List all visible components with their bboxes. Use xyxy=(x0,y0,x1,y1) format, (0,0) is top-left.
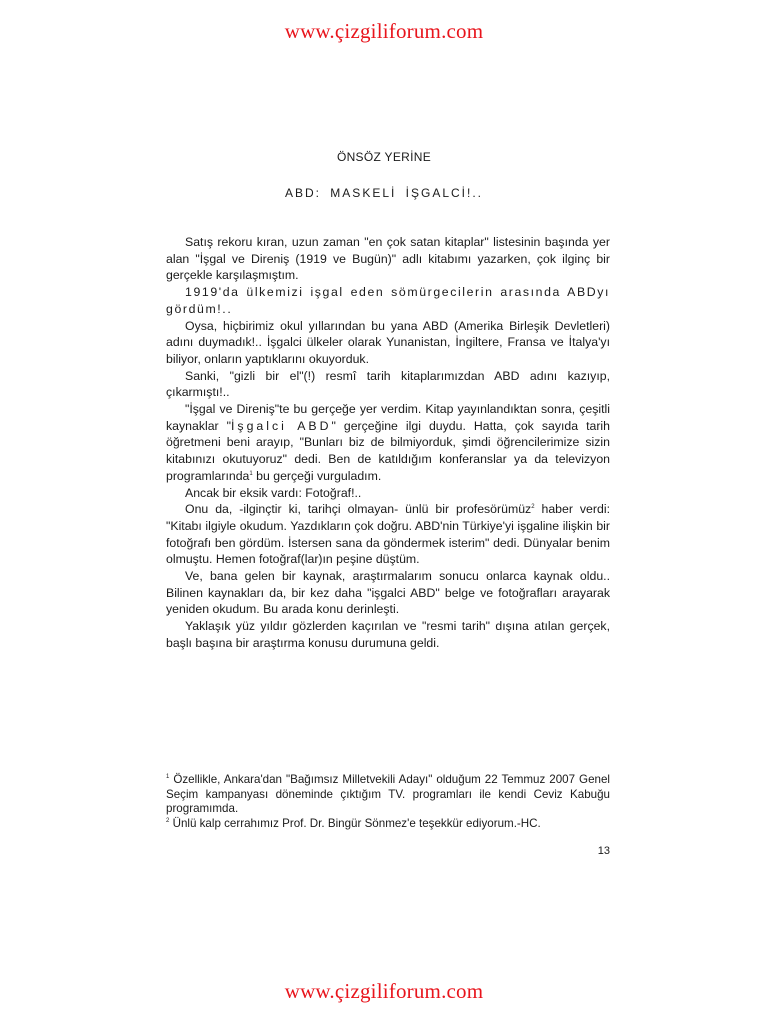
footnote-mark-2: 2 xyxy=(166,817,170,824)
paragraph-3: Oysa, hiçbirimiz okul yıllarından bu yana ABD (Amerika Birleşik Devletleri) adını duymadık!.. İşgalci ülkeler olarak Yunanistan, İngiltere, Fransa ve İtalya'yı biliyor, onların yaptıklarını okuyorduk. xyxy=(166,318,610,366)
section-heading: ÖNSÖZ YERİNE xyxy=(336,150,432,164)
paragraph-5 xyxy=(166,401,610,485)
paragraph-7 xyxy=(166,501,610,568)
paragraph-9: Yaklaşık yüz yıldır gözlerden kaçırılan ve "resmi tarih" dışına atılan gerçek, başlı başına bir araştırma konusu durumuna geldi. xyxy=(166,619,610,650)
chapter-title: ABD: MASKELİ İŞGALCİ!.. xyxy=(284,186,484,200)
paragraph-5-part-c: " gerçeğine ilgi duydu. Hatta, çok sayıda tarih öğretmeni beni arayıp, "Bunları biz de bilmiyorduk, şimdi öğrencilerimize sizin kitabınızı okutuyoruz" dedi. Ben de katıldığım konferanslar ya da televizyon programlarında xyxy=(166,418,610,483)
page-number: 13 xyxy=(597,845,610,857)
footnote-1-text: Özellikle, Ankara'dan "Bağımsız Milletvekili Adayı" olduğum 22 Temmuz 2007 Genel Seçim kampanyası döneminde çıktığım TV. programları ile kendi Ceviz Kabuğu programımda. xyxy=(166,773,610,815)
paragraph-7-part-a: Onu da, -ilginçtir ki, tarihçi olmayan- ünlü bir profesörümüz xyxy=(185,502,532,517)
paragraph-2: 1919'da ülkemizi işgal eden sömürgecilerin arasında ABDyı gördüm!.. xyxy=(166,285,610,316)
isgalci-abd-phrase: İşgalci ABD xyxy=(231,418,332,433)
footnote-mark-1: 1 xyxy=(166,774,170,780)
paragraph-5-part-a: "İşgal ve Direniş"te bu gerçeğe yer verdim. Kitap yayınlandıktan sonra, çeşitli kaynaklar " xyxy=(166,402,610,433)
footnote-2-text: Ünlü kalp cerrahımız Prof. Dr. Bingür Sönmez'e teşekkür ediyorum.-HC. xyxy=(169,816,541,830)
footnote-ref-2[interactable]: 2 xyxy=(531,504,535,511)
watermark-bottom[interactable]: www.çizgiliforum.com xyxy=(284,979,484,1003)
footnote-ref-1[interactable]: 1 xyxy=(249,470,253,477)
paragraph-1: Satış rekoru kıran, uzun zaman "en çok satan kitaplar" listesinin başında yer alan "İşgal ve Direniş (1919 ve Bugün)" adlı kitabımı yazarken, çok ilginç bir gerçekle karşılaşmıştım. xyxy=(166,235,610,283)
paragraph-5-part-d: bu gerçeği vurguladım. xyxy=(252,468,382,483)
watermark-top[interactable]: www.çizgiliforum.com xyxy=(284,19,484,43)
footnotes xyxy=(166,773,610,831)
paragraph-4: Sanki, "gizli bir el"(!) resmî tarih kitaplarımızdan ABD adını kazıyıp, çıkarmıştı!.. xyxy=(166,368,610,400)
paragraph-7-part-b: haber verdi: "Kitabı ilgiyle okudum. Yazdıkların çok doğru. ABD'nin Türkiye'yi işgaline ilişkin bir fotoğrafı ben gördüm. İstersen sana da göndermek isterim" dedi. Dünyalar benim olmuştu. Hemen fotoğraf(lar)ın peşine düştüm. xyxy=(166,502,610,567)
paragraph-6: Ancak bir eksik vardı: Fotoğraf!.. xyxy=(185,485,362,500)
footnote-2 xyxy=(166,817,610,832)
body-text xyxy=(166,234,610,652)
paragraph-8: Ve, bana gelen bir kaynak, araştırmalarım sonucu onlarca kaynak oldu.. Bilinen kaynakları da, bir kez daha "işgalci ABD" belge ve fotoğrafları arayarak yeniden okudum. Bu arada konu derinleşti. xyxy=(166,569,610,617)
footnote-1 xyxy=(166,773,610,817)
